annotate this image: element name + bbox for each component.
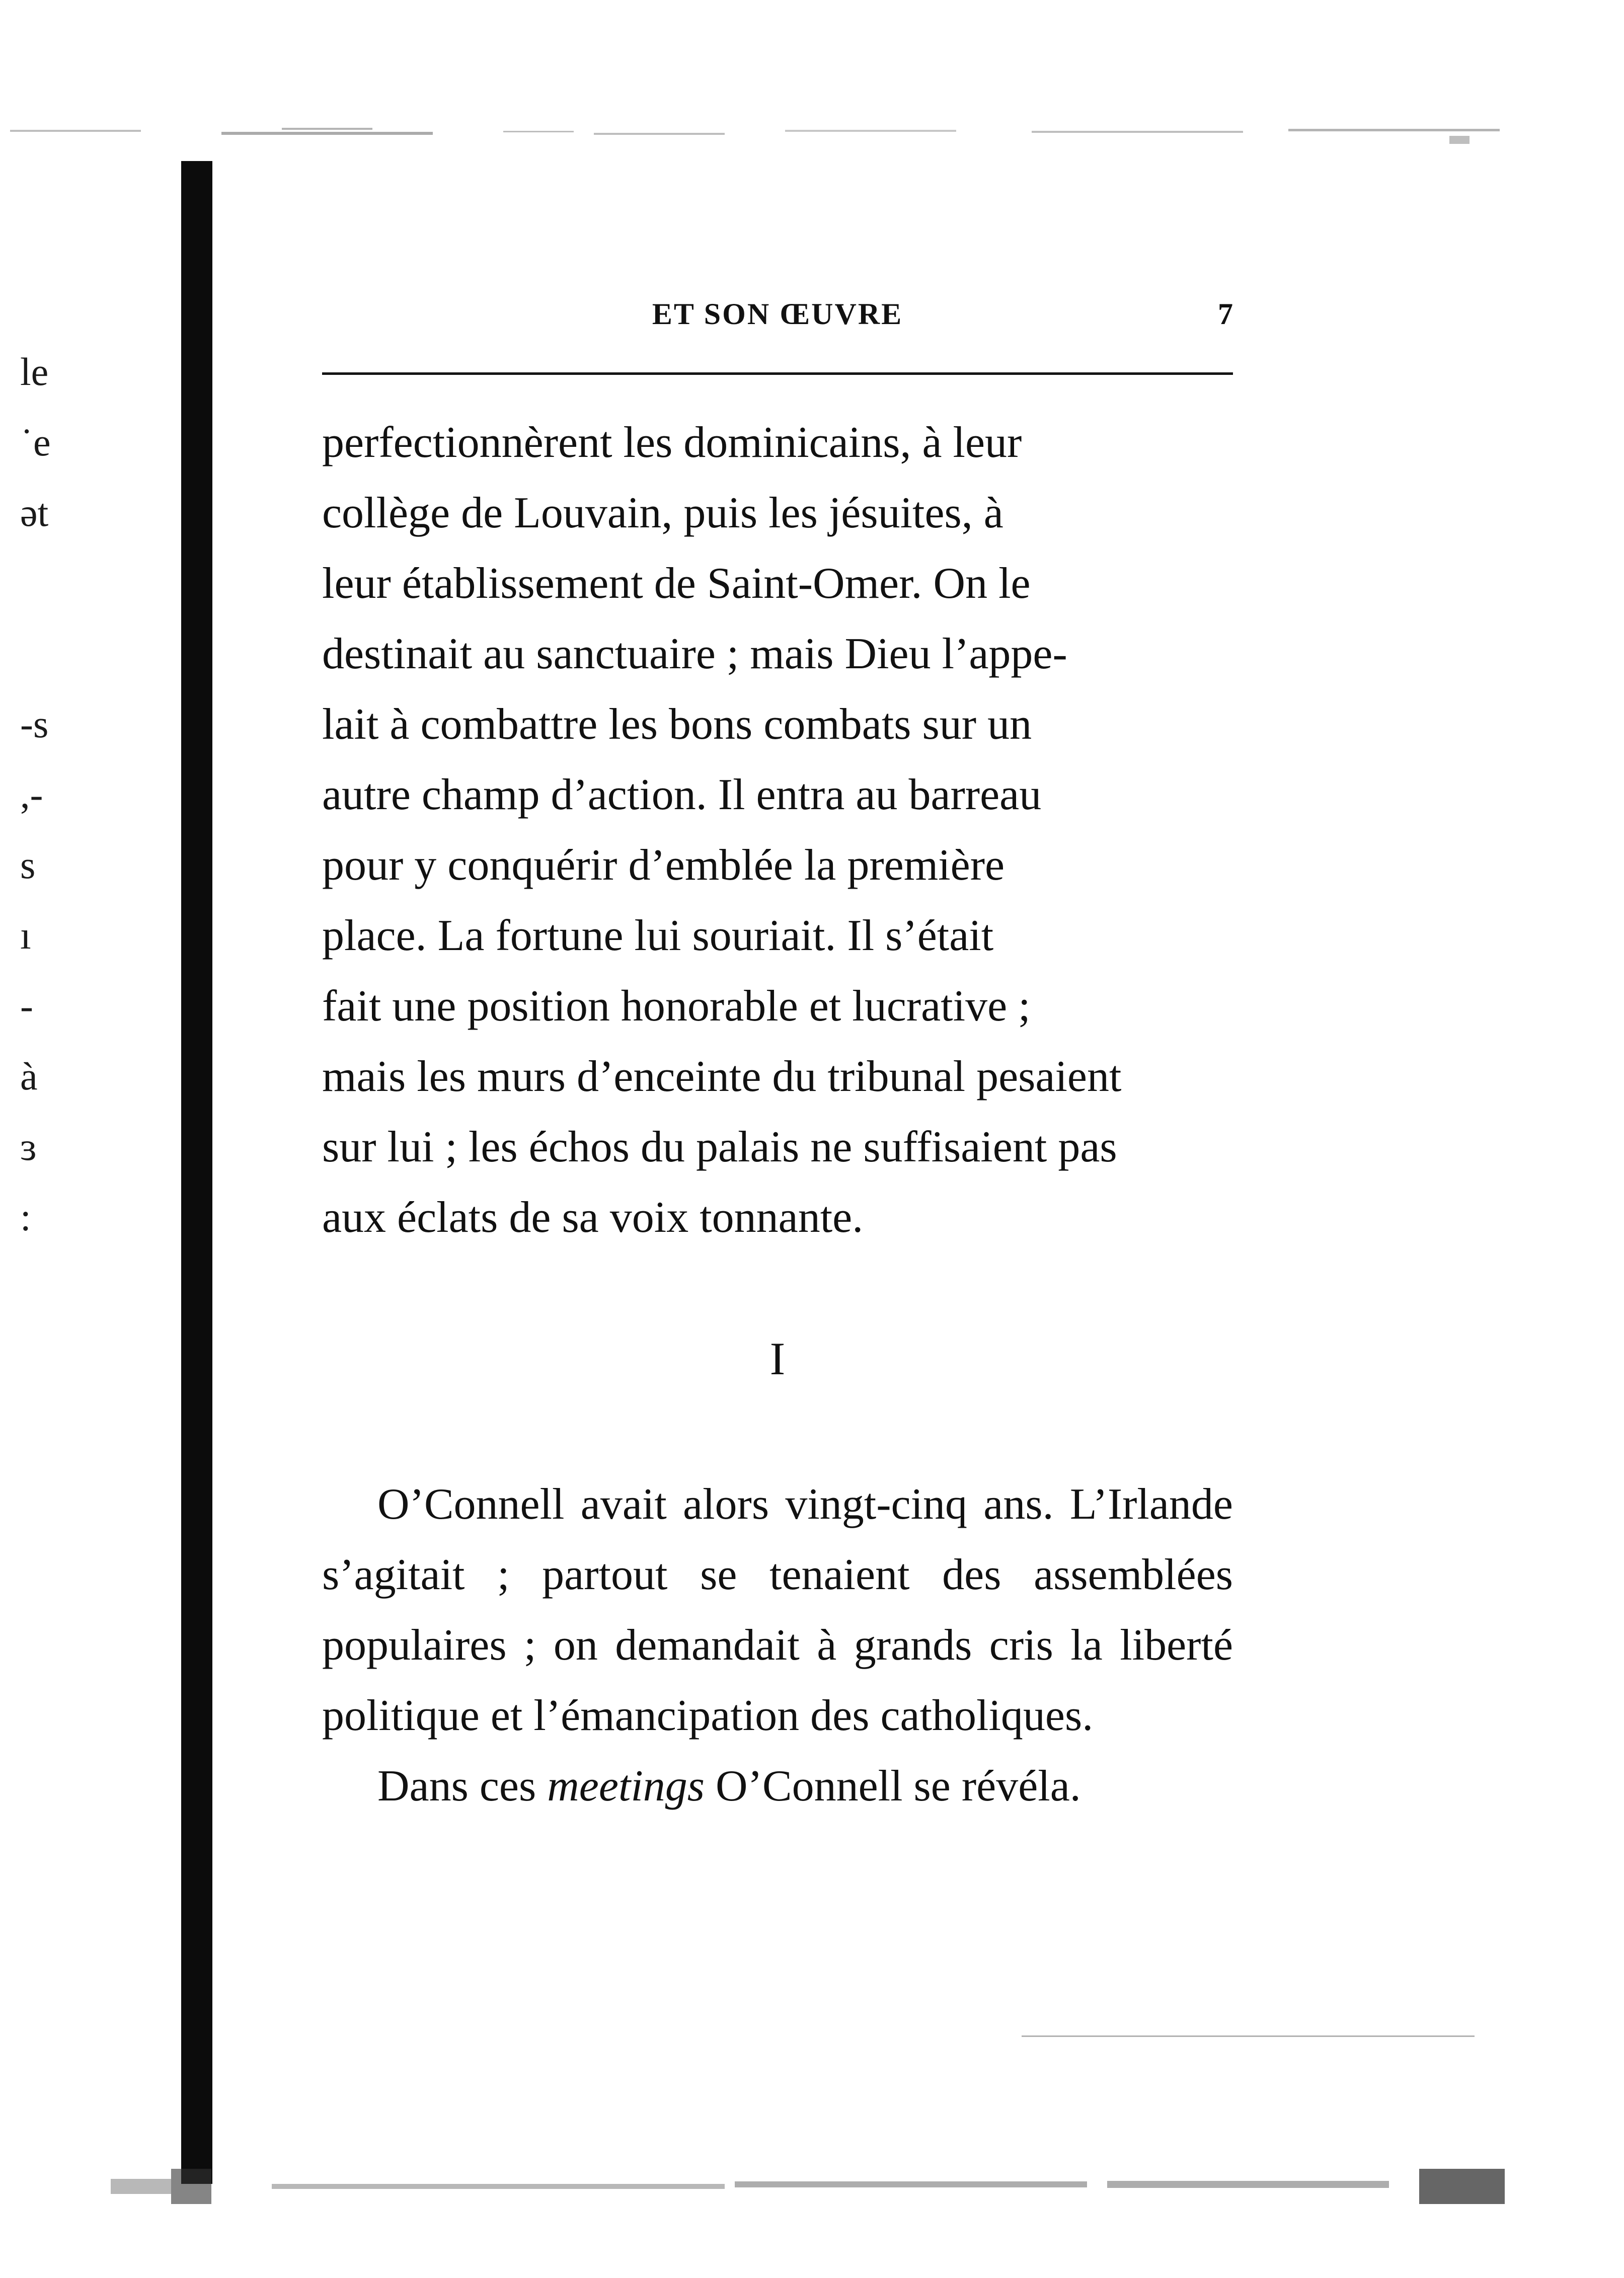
fragment-5: s (20, 843, 36, 887)
text-line: leur établissement de Saint-Omer. On le (322, 559, 1031, 608)
fragment-6: ı (20, 913, 31, 957)
closing-line-start: Dans ces (377, 1762, 548, 1811)
fragment-7: - (20, 984, 33, 1028)
section-paragraph: O’Connell avait alors vingt-cinq ans. L’Irlande s’agitait ; partout se tenaient des assemblées populaires ; on demandait à grands cris la liberté politique et l’émancipation des catholiques. (322, 1480, 1233, 1740)
running-title: ET SON ŒUVRE (652, 297, 903, 331)
header-rule (322, 372, 1233, 375)
scan-speckle-top (0, 121, 1624, 146)
binding-shadow (181, 161, 212, 2184)
text-line: pour y conquérir d’emblée la première (322, 841, 1005, 890)
section-heading: I (769, 1333, 786, 1384)
text-line: destinait au sanctuaire ; mais Dieu l’appe- (322, 630, 1067, 678)
section-body (322, 1469, 1233, 1822)
fragment-2: ət (20, 491, 49, 534)
text-line: perfectionnèrent les dominicains, à leur (322, 418, 1022, 467)
fragment-1: ˙e (20, 420, 51, 464)
fragment-4: ,- (20, 772, 43, 816)
fragment-8: à (20, 1054, 38, 1098)
facing-page-fragments (10, 352, 111, 1409)
scan-speckle-bottom (111, 2159, 1520, 2214)
fragment-9: ɜ (20, 1125, 37, 1168)
text-line: lait à combattre les bons combats sur un (322, 700, 1032, 749)
text-line: mais les murs d’enceinte du tribunal pesaient (322, 1052, 1122, 1101)
running-header (322, 297, 1233, 337)
scan-line-artifact (1022, 2033, 1475, 2039)
text-line: aux éclats de sa voix tonnante. (322, 1193, 864, 1242)
opening-paragraph (322, 408, 1233, 1253)
fragment-10: : (20, 1195, 31, 1239)
text-line: fait une position honorable et lucrative ; (322, 982, 1031, 1031)
text-line: sur lui ; les échos du palais ne suffisaient pas (322, 1123, 1117, 1171)
closing-line-italic: meetings (547, 1762, 705, 1811)
text-line: autre champ d’action. Il entra au barreau (322, 770, 1042, 819)
fragment-0: le (20, 350, 49, 394)
fragment-3: -s (20, 702, 49, 746)
closing-line-end: O’Connell se révéla. (705, 1762, 1081, 1811)
text-line: place. La fortune lui souriait. Il s’était (322, 911, 994, 960)
page-number: 7 (1218, 297, 1233, 331)
closing-line (322, 1751, 1233, 1822)
text-line: collège de Louvain, puis les jésuites, à (322, 489, 1003, 537)
